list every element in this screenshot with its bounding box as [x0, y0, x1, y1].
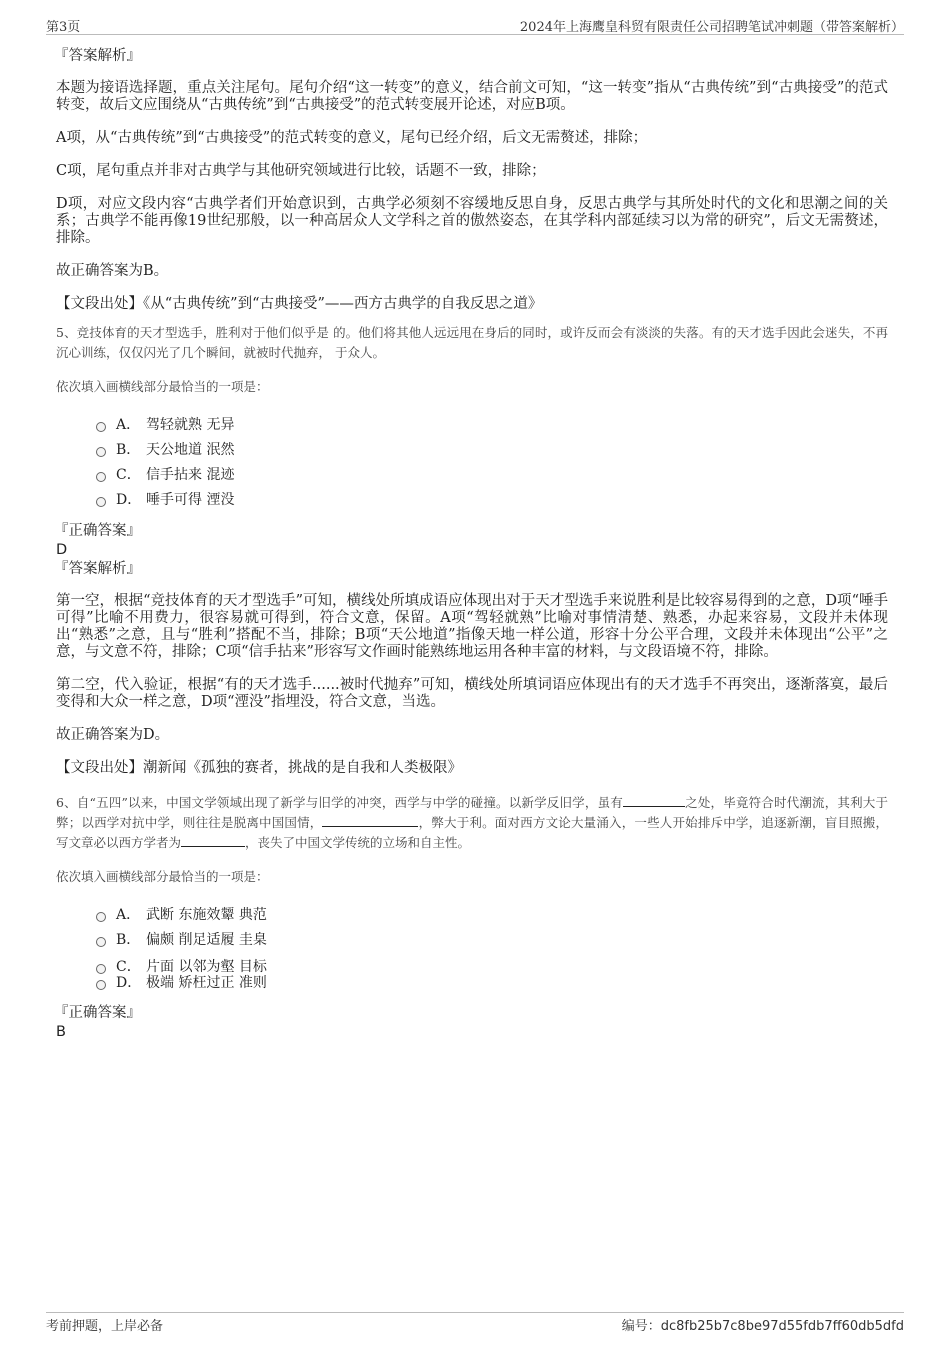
q4-source: 【文段出处】《从“古典传统”到“古典接受”——西方古典学的自我反思之道》: [56, 296, 543, 312]
q6-answer: B: [56, 1024, 66, 1040]
q5-option-d[interactable]: D． 唾手可得 湮没: [96, 488, 888, 513]
blank-1: [623, 794, 685, 807]
q5-option-c[interactable]: C． 信手拈来 混迹: [96, 463, 888, 488]
q6-option-c[interactable]: C． 片面 以邻为壑 目标: [96, 959, 888, 975]
footer-slogan: 考前押题，上岸必备: [46, 1319, 164, 1334]
q5-answer: D: [56, 542, 68, 558]
q5-conclusion: 故正确答案为D。: [56, 727, 170, 743]
q4-analysis-label: 『答案解析』: [54, 48, 141, 64]
q5-analysis-p1: 第一空，根据“竞技体育的天才型选手”可知，横线处所填成语应体现出对于天才型选手来说胜利是比较容易得到的之意，D项“唾手可得”比喻不用费力，很容易就可得到，符合文意，保留。A项“驾轻就熟”比喻对事情清楚、熟悉，办起来容易，文段并未体现出“熟悉”之意，且与“胜利”搭配不当，排除；B项“天公地道”指像天地一样公道，形容十分公平合理，文段并未体现出“公平”之意，与文意不符，排除；C项“信手拈来”形容写文作画时能熟练地运用各种丰富的材料，与文段语境不符，排除。: [56, 593, 888, 660]
radio-icon[interactable]: [96, 912, 106, 922]
page-header: [46, 14, 904, 35]
q6-options: [96, 903, 888, 991]
q4-conclusion: 故正确答案为B。: [56, 263, 169, 279]
q5-prompt: 依次填入画横线部分最恰当的一项是：: [56, 379, 269, 394]
page-number: 第3页: [46, 20, 81, 35]
q5-source: 【文段出处】潮新闻《孤独的赛者，挑战的是自我和人类极限》: [56, 760, 462, 776]
radio-icon[interactable]: [96, 472, 106, 482]
q6-option-a[interactable]: A． 武断 东施效颦 典范: [96, 903, 888, 928]
q5-stem: 5、竞技体育的天才型选手，胜利对于他们似乎是 的。他们将其他人远远甩在身后的同时，或许反而会有淡淡的失落。有的天才选手因此会迷失，不再沉心训练，仅仅闪光了几个瞬间，就被时代抛弃， 于众人。: [56, 325, 888, 360]
q5-options: [96, 413, 888, 513]
q5-option-b[interactable]: B． 天公地道 泯然: [96, 438, 888, 463]
page-footer: [46, 1312, 904, 1335]
q4-analysis-p4: D项，对应文段内容“古典学者们开始意识到，古典学必须刻不容缓地反思自身，反思古典学与其所处时代的文化和思潮之间的关系；古典学不能再像19世纪那般，以一种高居众人文学科之首的傲然姿态，在其学科内部延续习以为常的研究”，后文无需赘述，排除。: [56, 196, 888, 246]
radio-icon[interactable]: [96, 447, 106, 457]
blank-3: [181, 834, 245, 847]
main-content: [56, 46, 888, 1041]
q4-analysis-p3: C项，尾句重点并非对古典学与其他研究领域进行比较，话题不一致，排除；: [56, 163, 546, 179]
radio-icon[interactable]: [96, 980, 106, 990]
footer-code: 编号：dc8fb25b7c8be97d55fdb7ff60db5dfd: [621, 1319, 904, 1334]
q4-analysis-p1: 本题为接语选择题，重点关注尾句。尾句介绍“这一转变”的意义，结合前文可知，“这一转变”指从“古典传统”到“古典接受”的范式转变，故后文应围绕从“古典传统”到“古典接受”的范式转变展开论述，对应B项。: [56, 80, 888, 113]
q6-option-d[interactable]: D． 极端 矫枉过正 准则: [96, 975, 888, 991]
blank-2: [322, 814, 418, 827]
q6-prompt: 依次填入画横线部分最恰当的一项是：: [56, 869, 269, 884]
q5-analysis-label: 『答案解析』: [54, 561, 141, 577]
q5-answer-label: 『正确答案』: [54, 523, 141, 539]
q5-analysis-p2: 第二空，代入验证，根据“有的天才选手......被时代抛弃”可知，横线处所填词语应体现出有的天才选手不再突出，逐渐落寞，最后变得和大众一样之意，D项“湮没”指埋没，符合文意，当选。: [56, 677, 888, 710]
q5-option-a[interactable]: A． 驾轻就熟 无异: [96, 413, 888, 438]
radio-icon[interactable]: [96, 964, 106, 974]
radio-icon[interactable]: [96, 422, 106, 432]
q6-answer-label: 『正确答案』: [54, 1005, 141, 1021]
q4-analysis-p2: A项，从“古典传统”到“古典接受”的范式转变的意义，尾句已经介绍，后文无需赘述，排除；: [56, 130, 648, 146]
q6-option-b[interactable]: B． 偏颇 削足适履 圭臬: [96, 928, 888, 953]
radio-icon[interactable]: [96, 937, 106, 947]
q6-stem: 6、自“五四”以来，中国文学领域出现了新学与旧学的冲突，西学与中学的碰撞。以新学反旧学，虽有 之处，毕竟符合时代潮流，其利大于弊；以西学对抗中学，则往往是脱离中国国情， ，弊大于利。面对西方文论大量涌入，一些人开始排斥中学，追逐新潮，盲目照搬，写文章必以西方学者为 ，丧失了中国文学传统的立场和自主性。: [56, 795, 888, 850]
radio-icon[interactable]: [96, 497, 106, 507]
document-title: 2024年上海鹰皇科贸有限责任公司招聘笔试冲刺题（带答案解析）: [519, 20, 904, 35]
